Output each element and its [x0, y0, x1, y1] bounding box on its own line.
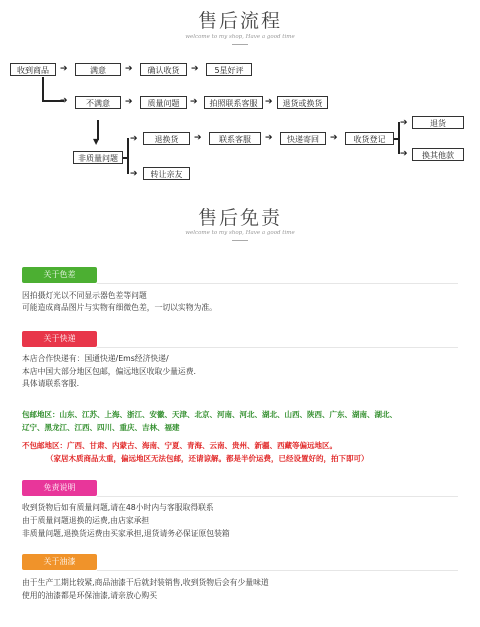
flow-box-quality-issue: 质量问题: [140, 96, 187, 109]
arrow-down-icon: ▼: [93, 137, 100, 146]
arrow-right-icon: ➔: [130, 134, 138, 144]
arrow-right-icon: ➔: [130, 169, 138, 179]
title-divider: [232, 44, 248, 45]
flow-box-unsatisfied: 不满意: [75, 96, 121, 109]
section-title-after-sales-disclaimer: 售后免责: [197, 207, 282, 229]
flow-box-exchange-other: 换其他款: [412, 148, 464, 161]
arrow-right-icon: ➔: [190, 97, 198, 107]
badge-disclaimer: 免责说明: [22, 480, 97, 496]
arrow-right-icon: ➔: [125, 97, 133, 107]
flow-box-return-or-exchange: 退货或换货: [277, 96, 328, 109]
flow-box-received: 收到商品: [10, 63, 56, 76]
arrow-right-icon: ➔: [125, 64, 133, 74]
non-free-shipping-regions: 不包邮地区：广西、甘肃、内蒙古、海南、宁夏、青海、云南、贵州、新疆、西藏等偏远地区。: [22, 441, 337, 450]
express-line-2: 本店中国大部分地区包邮，偏远地区收取少量运费.: [22, 367, 197, 376]
flow-box-transfer-to-friends: 转让亲友: [143, 167, 190, 180]
section-divider: [97, 570, 458, 571]
section-divider: [97, 283, 458, 284]
express-line-3: 具体请联系客服.: [22, 379, 80, 388]
arrow-right-icon: ➔: [194, 133, 202, 143]
section-title-after-sales-process: 售后流程: [197, 10, 282, 32]
section-subtitle: welcome to my shop, Have a good time: [185, 34, 295, 40]
connector-line: [42, 77, 44, 101]
arrow-right-icon: ➔: [60, 64, 68, 74]
arrow-right-icon: ➔: [400, 149, 408, 159]
flow-box-non-quality-issue: 非质量问题: [73, 151, 123, 164]
section-divider: [97, 496, 458, 497]
badge-paint: 关于油漆: [22, 554, 97, 570]
express-line-1: 本店合作快递有：国通快递/Ems经济快递/: [22, 354, 169, 363]
connector-line: [394, 138, 399, 140]
arrow-right-icon: ➔: [265, 97, 273, 107]
free-shipping-regions: 包邮地区：山东、江苏、上海、浙江、安徽、天津、北京、河南、河北、湖北、山西、陕西、广东、湖南、湖北、: [22, 410, 397, 419]
arrow-right-icon: ➔: [191, 64, 199, 74]
flow-box-refund: 退货: [412, 116, 464, 129]
disclaimer-line-3: 非质量问题,退换货运费由买家承担,退货请务必保证原包装箱: [22, 529, 230, 538]
arrow-right-icon: ➔: [400, 118, 408, 128]
flow-box-return-exchange: 退换货: [143, 132, 190, 145]
flow-box-receipt-registration: 收货登记: [345, 132, 394, 145]
arrow-right-icon: ➔: [265, 133, 273, 143]
section-subtitle: welcome to my shop, Have a good time: [185, 230, 295, 236]
paint-line-1: 由于生产工期比较紧,商品油漆干后就封装销售,收到货物后会有少量味道: [22, 578, 269, 587]
connector-line: [123, 157, 128, 159]
free-shipping-regions-cont: 辽宁、黑龙江、江西、四川、重庆、吉林、福建: [22, 423, 180, 432]
flow-box-satisfied: 满意: [75, 63, 121, 76]
non-free-shipping-note: （家居木质商品太重，偏远地区无法包邮，还请谅解。都是半价运费，已经设置好的，拍下即可）: [46, 454, 369, 463]
disclaimer-line-1: 收到货物后如有质量问题,请在48小时内与客服取得联系: [22, 503, 214, 512]
flow-box-photo-contact-service: 拍照联系客服: [204, 96, 263, 109]
disclaimer-line-2: 由于质量问题退换的运费,由店家承担: [22, 516, 150, 525]
arrow-right-icon: ➔: [60, 96, 68, 106]
color-diff-line-2: 可能造成商品图片与实物有细微色差，一切以实物为准。: [22, 303, 217, 312]
color-diff-line-1: 因拍摄灯光以不同显示器色差等问题: [22, 291, 147, 300]
title-divider: [232, 240, 248, 241]
badge-express: 关于快递: [22, 331, 97, 347]
section-divider: [97, 347, 458, 348]
arrow-right-icon: ➔: [330, 133, 338, 143]
paint-line-2: 使用的油漆都是环保油漆,请亲放心购买: [22, 591, 158, 600]
flow-box-contact-service: 联系客服: [209, 132, 261, 145]
flow-box-confirm-receipt: 确认收货: [140, 63, 187, 76]
badge-color-difference: 关于色差: [22, 267, 97, 283]
flow-box-ship-back: 快递寄回: [280, 132, 326, 145]
connector-line: [127, 138, 129, 174]
flow-box-five-star: 5星好评: [206, 63, 252, 76]
